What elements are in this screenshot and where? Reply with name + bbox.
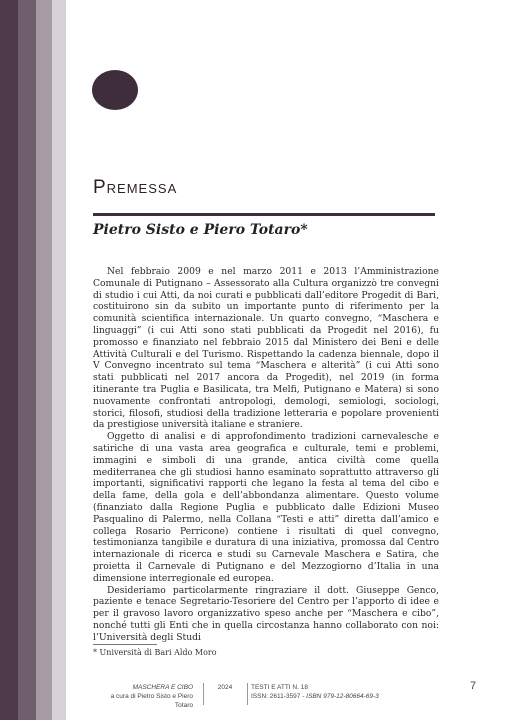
paragraph-3: Desideriamo particolarmente ringraziare il dott. Giuseppe Genco, paziente e tenace Segretario-Tesoriere del Centro per l’apporto di idee e per il gravoso lavoro organizzativo speso anche per “Maschera e cibo”, nonché tutti gli Enti che in quella circostanza hanno collaborato con noi: l’Università degli Studi [93, 584, 439, 643]
stripe-mid [18, 0, 36, 720]
page-number: 7 [470, 680, 477, 692]
stripe-light [36, 0, 52, 720]
footer-isbn: ISBN 979-12-80664-69-3 [306, 693, 379, 700]
footer-series: TESTI E ATTI N. 18 [251, 684, 308, 691]
title-rule [93, 213, 435, 216]
footer-year: 2024 [217, 684, 233, 691]
decorative-circle [92, 70, 138, 110]
footer-divider-right [247, 683, 248, 705]
paragraph-2: Oggetto di analisi e di approfondimento tradizioni carnevalesche e satiriche di una vasta area geografica e culturale, temi e problemi, immagini e simboli di una grande, antica civiltà come quella mediterranea che gli studiosi hanno esaminato soprattutto attraverso gli importanti, significativi rapporti che legano la festa al tema del cibo e della fame, della gola e dell’abbondanza alimentare. Questo volume (finanziato dalla Regione Puglia e pubblicato dalle Edizioni Museo Pasqualino di Palermo, nella Collana “Testi e atti” diretta dall’amico e collega Rosario Perricone) contiene i risultati di quel convegno, testimonianza tangibile e duratura di una iniziativa, promossa dal Centro internazionale di ricerca e studi su Carnevale Maschera e Satira, che proietta il Carnevale di Putignano e del Mezzogiorno d’Italia in una dimensione interregionale ed europea. [93, 431, 439, 584]
footer-identifiers [251, 692, 379, 701]
footer-divider-left [203, 683, 204, 705]
body-text [93, 266, 439, 644]
footer-issn: ISSN: 2611-3597 - [251, 693, 307, 700]
footnote: * Università di Bari Aldo Moro [93, 648, 217, 657]
stripe-dark [0, 0, 18, 720]
footer-editors: a cura di Pietro Sisto e Piero Totaro [110, 693, 193, 709]
page-footer [93, 683, 439, 709]
decorative-side-stripes [0, 0, 66, 720]
authors-line: Pietro Sisto e Piero Totaro* [93, 222, 308, 238]
page-title: Premessa [93, 177, 178, 198]
footnote-rule [93, 644, 157, 645]
footer-book-info [93, 683, 193, 710]
paragraph-1: Nel febbraio 2009 e nel marzo 2011 e 2013 l’Amministrazione Comunale di Putignano – Assessorato alla Cultura organizzò tre convegni di studio i cui Atti, da noi curati e pubblicati dall’editore Progedit di Bari, costituirono sin da subito un importante punto di riferimento per la comunità scientifica internazionale. Un quarto convegno, “Maschera e linguaggi” (i cui Atti sono stati pubblicati da Progedit nel 2016), fu promosso e finanziato nel febbraio 2015 dal Ministero dei Beni e delle Attività Culturali e del Turismo. Rispettando la cadenza biennale, dopo il V Convegno incentrato sul tema “Maschera e alterità” (i cui Atti sono stati pubblicati nel 2017 ancora da Progedit), nel 2019 (in forma itinerante tra Puglia e Basilicata, tra Melfi, Putignano e Matera) si sono nuovamente confrontati antropologi, demologi, semiologi, sociologi, storici, filosofi, studiosi della tradizione letteraria e popolare provenienti da prestigiose università italiane e straniere. [93, 266, 439, 431]
stripe-pale [52, 0, 66, 720]
footer-book-title: MASCHERA E CIBO [132, 684, 193, 691]
footer-series-info [251, 683, 379, 701]
